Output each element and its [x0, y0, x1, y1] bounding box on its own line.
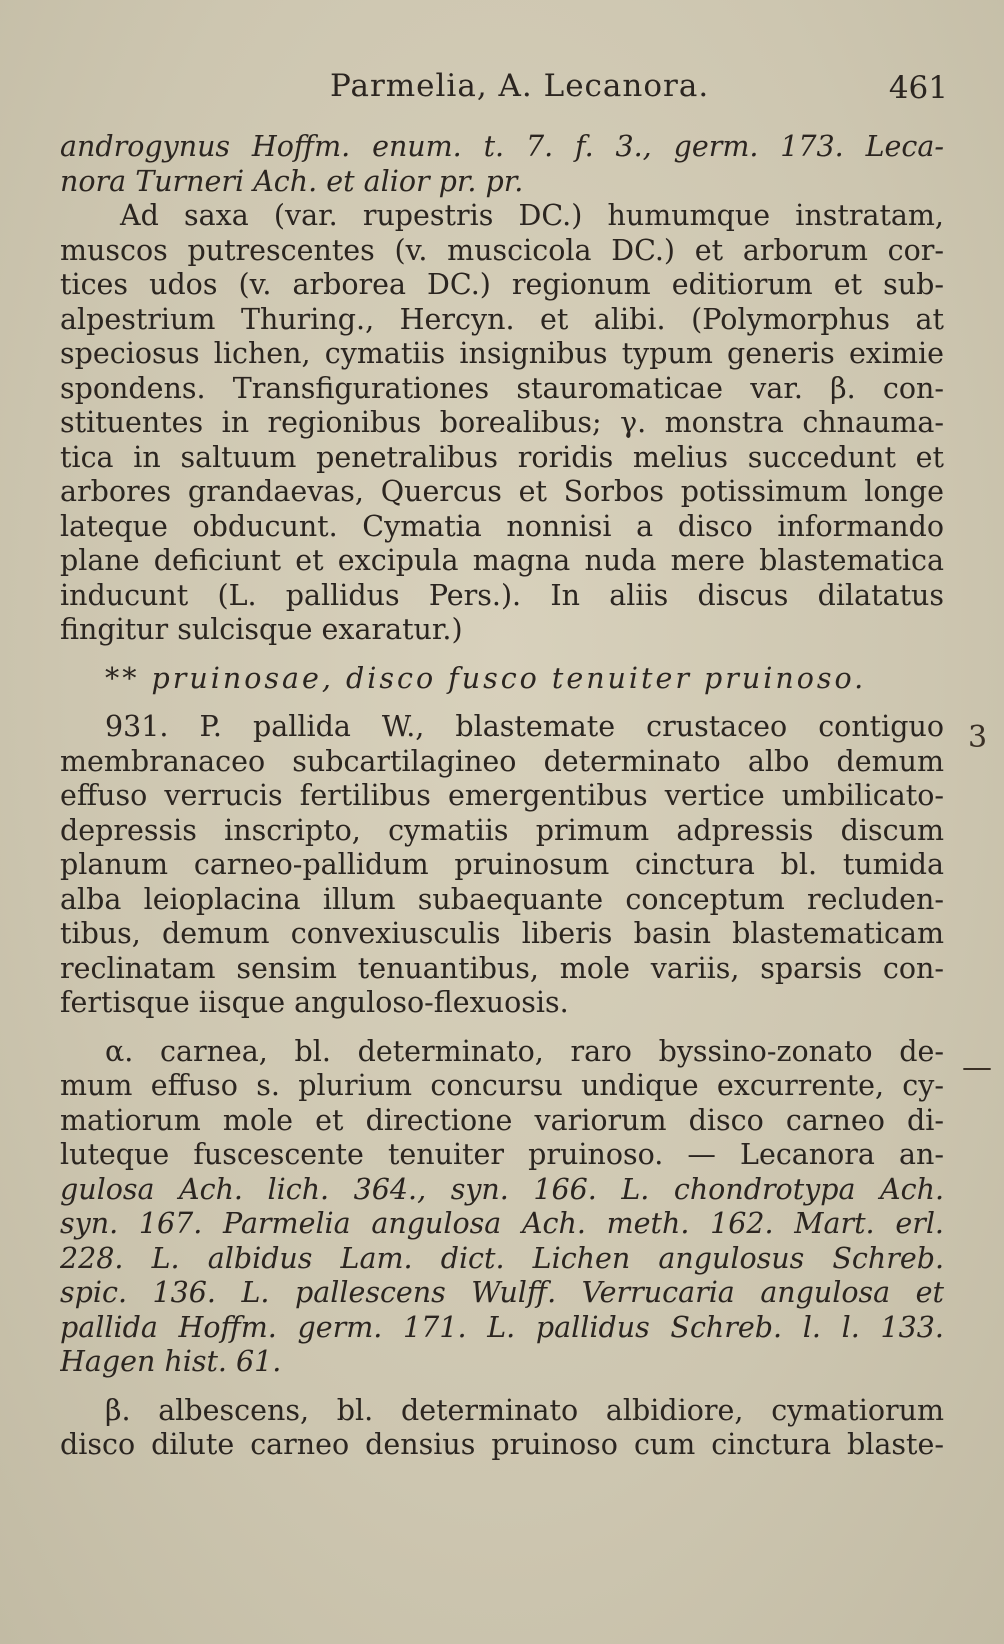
text-line: spic. 136. L. pallescens Wulff. Verrucaria angulosa et	[60, 1276, 944, 1309]
margin-annotation: 3	[968, 720, 988, 755]
text-line: membranaceo subcartilagineo determinato albo demum	[60, 744, 944, 778]
text-line: tica in saltuum penetralibus roridis melius succedunt et	[60, 440, 944, 474]
variety-alpha-line: α. carnea, bl. determinato, raro byssino-zonato de-	[105, 1034, 944, 1068]
text-line: tibus, demum convexiusculis liberis basin blastematicam	[60, 917, 944, 950]
text-line: inducunt (L. pallidus Pers.). In aliis discus dilatatus	[60, 578, 944, 612]
text-line: Ad saxa (var. rupestris DC.) humumque instratam,	[120, 199, 944, 232]
text-line: stituentes in regionibus borealibus; γ. monstra chnauma-	[60, 406, 944, 439]
text-line: depressis inscripto, cymatiis primum adpressis discum	[60, 813, 944, 847]
text-line: luteque fuscescente tenuiter pruinoso. — Lecanora an-	[60, 1138, 944, 1171]
text-line: muscos putrescentes (v. muscicola DC.) et arborum cor-	[60, 233, 944, 267]
margin-dash: —	[962, 1050, 992, 1085]
text-line: spondens. Transfigurationes stauromaticae var. β. con-	[60, 371, 944, 405]
text-line: arbores grandaevas, Quercus et Sorbos potissimum longe	[60, 475, 944, 508]
text-line: disco dilute carneo densius pruinoso cum cinctura blaste-	[60, 1428, 944, 1461]
text-line: plane deficiunt et excipula magna nuda mere blastematica	[60, 544, 944, 577]
text-line: syn. 167. Parmelia angulosa Ach. meth. 162. Mart. erl.	[60, 1207, 944, 1240]
text-line: gulosa Ach. lich. 364., syn. 166. L. chondrotypa Ach.	[60, 1172, 944, 1206]
variety-beta-line: β. albescens, bl. determinato albidiore, cymatiorum	[105, 1393, 944, 1427]
text-line: androgynus Hoffm. enum. t. 7. f. 3., germ. 173. Leca-	[60, 130, 944, 163]
text-line: effuso verrucis fertilibus emergentibus vertice umbilicato-	[60, 779, 944, 812]
page-header	[0, 68, 1004, 118]
text-line: planum carneo-pallidum pruinosum cinctura bl. tumida	[60, 848, 944, 881]
running-title: Parmelia, A. Lecanora.	[330, 68, 710, 104]
text-line: mum effuso s. plurium concursu undique excurrente, cy-	[60, 1069, 944, 1102]
page-number: 461	[888, 70, 948, 106]
text-line: Hagen hist. 61.	[60, 1345, 282, 1378]
text-line: alba leioplacina illum subaequante conceptum recluden-	[60, 882, 944, 916]
text-line: speciosus lichen, cymatiis insignibus typum generis eximie	[60, 337, 944, 370]
section-heading: ** pruinosae, disco fusco tenuiter pruinoso.	[105, 661, 867, 695]
text-line: matiorum mole et directione variorum disco carneo di-	[60, 1103, 944, 1137]
text-line: reclinatam sensim tenuantibus, mole variis, sparsis con-	[60, 951, 944, 985]
text-line: 228. L. albidus Lam. dict. Lichen angulosus Schreb.	[60, 1241, 944, 1275]
text-line: pallida Hoffm. germ. 171. L. pallidus Schreb. l. l. 133.	[60, 1310, 944, 1344]
text-line: alpestrium Thuring., Hercyn. et alibi. (Polymorphus at	[60, 302, 944, 336]
text-line: tices udos (v. arborea DC.) regionum editiorum et sub-	[60, 268, 944, 301]
text-line: fingitur sulcisque exaratur.)	[60, 613, 463, 646]
page-body	[60, 130, 944, 1463]
text-line: fertisque iisque anguloso-flexuosis.	[60, 986, 569, 1019]
text-line: nora Turneri Ach. et alior pr. pr.	[60, 164, 524, 198]
species-entry-title: 931. P. pallida W., blastemate crustaceo contiguo	[105, 710, 944, 743]
text-line: lateque obducunt. Cymatia nonnisi a disco informando	[60, 509, 944, 543]
